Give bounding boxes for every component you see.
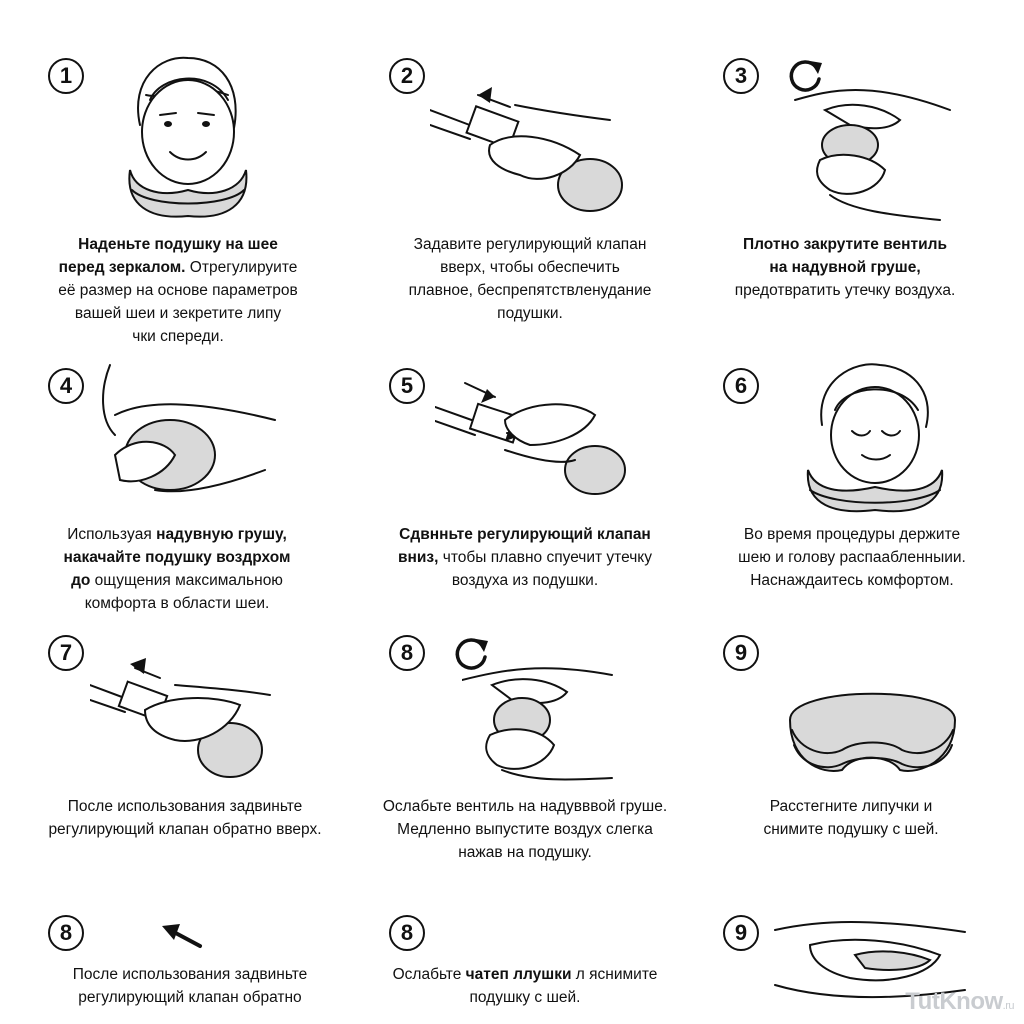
step-7-caption: После использования задвиньте регулирующий клапан обратно вверх. [48,798,322,838]
step-1-caption: Наденьте подушку на шее перед зеркалом. Отрегулируите её размер на основе параметров вашей шеи и зекретите липу чки спереди. [58,236,298,345]
step-number: 5 [389,368,425,404]
man-relaxing-with-pillow-illustration [800,355,950,520]
step-2-caption: Задавите регулирующий клапан вверх, чтобы обеспечить плавное, беспрепятствленуданиe подушки. [408,236,652,322]
step-9-caption: Расстегните липучки и снимите подушку с шей. [763,798,939,838]
step-8b-left-caption: После использования задвиньте регулирующий клапан обратно [72,966,308,1006]
step-number: 9 [723,635,759,671]
watermark: TutKnow.ru [905,988,1014,1015]
hand-squeezing-pump-illustration [95,360,285,510]
step-number: 8 [389,635,425,671]
step-number: 8 [389,915,425,951]
step-8-caption: Ослабьте вентиль на надувввой груше. Медленно выпустите воздух слегка нажав на подушку. [382,798,668,861]
step-number: 3 [723,58,759,94]
step-number: 9 [723,915,759,951]
step-3-caption: Плотно закрутите вентиль на надувной груше, предотвратить утечку воздуха. [734,236,956,299]
step-number: 4 [48,368,84,404]
hand-sliding-valve-up-illustration [430,75,640,225]
arrow-up-left-icon [158,922,208,952]
step-number: 7 [48,635,84,671]
neck-pillow-illustration [780,680,965,790]
step-5-caption: Сдвнньте регулирующий клапан вниз, чтобы плавно спуечит утечку воздуха из подушки. [398,526,652,589]
step-number: 6 [723,368,759,404]
hand-sliding-valve-down-illustration [435,375,635,505]
hands-tightening-valve-illustration [790,70,960,230]
step-number: 8 [48,915,84,951]
hands-loosening-valve-illustration [462,650,632,790]
man-wearing-pillow-illustration [110,40,260,230]
step-4-caption: Использyaя надувную грушу, накачайте подушку воздрхом до ощущения максимальною комфорта в области шеи. [63,526,291,612]
step-6-caption: Во время процедуры держите шею и голову распаабленныии. Наснаждаитесь комфортом. [738,526,966,589]
hand-returning-valve-illustration [90,650,280,790]
step-number: 2 [389,58,425,94]
step-8b-center-caption: Ослабьте чатеп ллушки л яснимите подушку с шей. [392,966,658,1006]
step-number: 1 [48,58,84,94]
